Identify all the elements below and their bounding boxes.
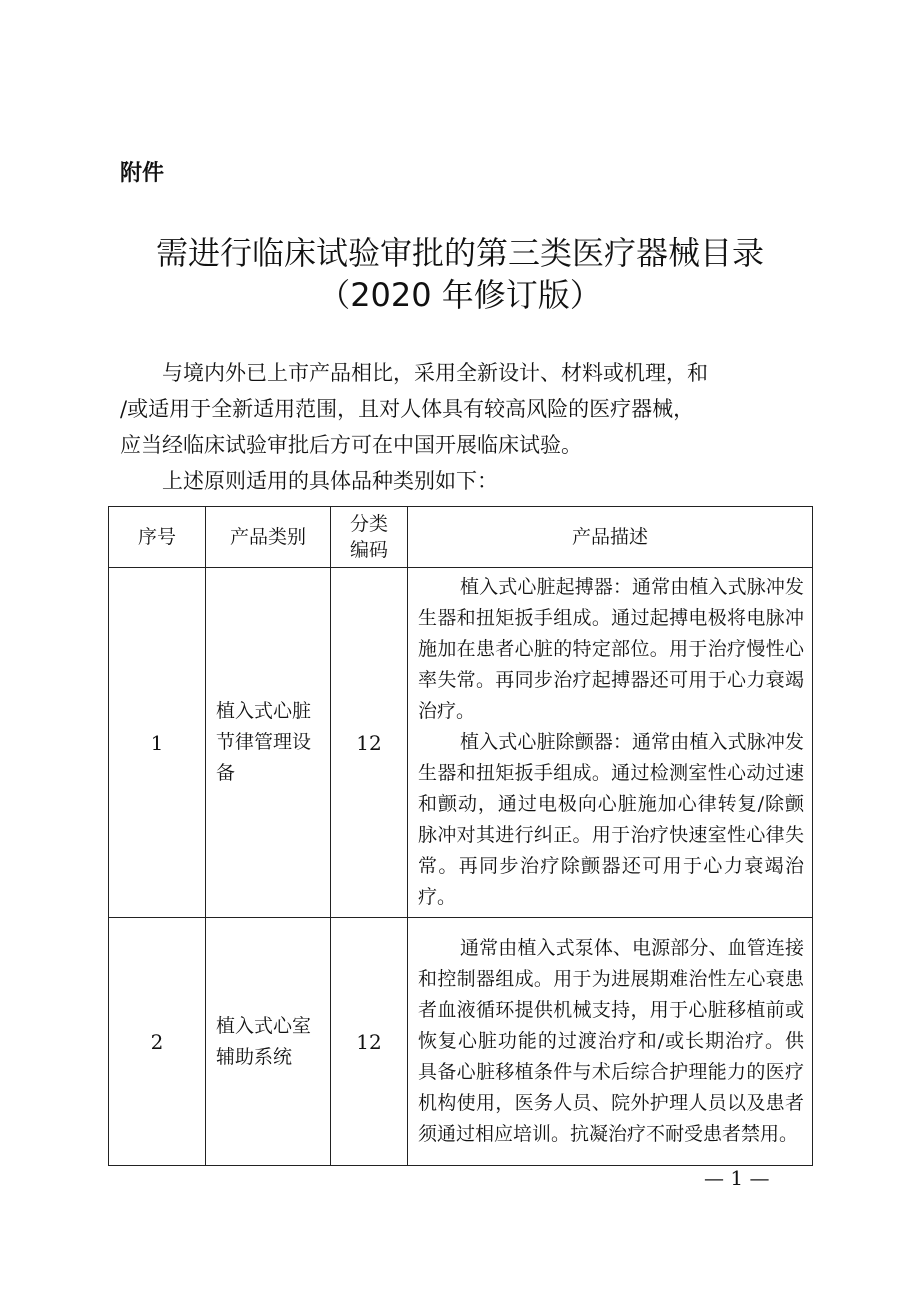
- header-code: [331, 507, 408, 568]
- row-category: 植入式心脏节律管理设备: [206, 568, 331, 918]
- document-title: 需进行临床试验审批的第三类医疗器械目录: [155, 234, 764, 272]
- row-description: [408, 918, 813, 1166]
- row-code: 12: [331, 568, 408, 918]
- row-code: 12: [331, 918, 408, 1166]
- row-no: 2: [109, 918, 206, 1166]
- attachment-label: 附件: [120, 161, 165, 186]
- table-header-row: [109, 507, 813, 568]
- description-paragraph: 植入式心脏起搏器：通常由植入式脉冲发生器和扭矩扳手组成。通过起搏电极将电脉冲施加在患者心脏的特定部位。用于治疗慢性心率失常。再同步治疗起搏器还可用于心力衰竭治疗。: [418, 576, 804, 722]
- header-category: 产品类别: [206, 507, 331, 568]
- page-number: — 1 —: [704, 1166, 770, 1190]
- intro-followup: 上述原则适用的具体品种类别如下：: [162, 469, 498, 493]
- intro-line: 与境内外已上市产品相比，采用全新设计、材料或机理，和: [162, 361, 708, 385]
- table-row: [109, 918, 813, 1166]
- intro-line: 应当经临床试验审批后方可在中国开展临床试验。: [120, 433, 582, 457]
- intro-text: [120, 355, 810, 499]
- row-category: 植入式心室辅助系统: [206, 918, 331, 1166]
- description-paragraph: 植入式心脏除颤器：通常由植入式脉冲发生器和扭矩扳手组成。通过检测室性心动过速和颤动，通过电极向心脏施加心律转复/除颤脉冲对其进行纠正。用于治疗快速室性心律失常。再同步治疗除颤器还可用于心力衰竭治疗。: [418, 731, 804, 908]
- header-description: 产品描述: [408, 507, 813, 568]
- document-subtitle: （2020 年修订版）: [318, 276, 602, 314]
- row-no: 1: [109, 568, 206, 918]
- row-description: [408, 568, 813, 918]
- header-code-line1: 分类: [349, 513, 388, 535]
- intro-line: /或适用于全新适用范围，且对人体具有较高风险的医疗器械，: [120, 397, 695, 421]
- header-code-line2: 编码: [349, 539, 388, 561]
- device-catalog-table: [108, 506, 813, 1166]
- header-no: 序号: [109, 507, 206, 568]
- table-row: [109, 568, 813, 918]
- description-paragraph: 通常由植入式泵体、电源部分、血管连接和控制器组成。用于为进展期难治性左心衰患者血液循环提供机械支持，用于心脏移植前或恢复心脏功能的过渡治疗和/或长期治疗。供具备心脏移植条件与术后综合护理能力的医疗机构使用，医务人员、院外护理人员以及患者须通过相应培训。抗凝治疗不耐受患者禁用。: [418, 937, 804, 1145]
